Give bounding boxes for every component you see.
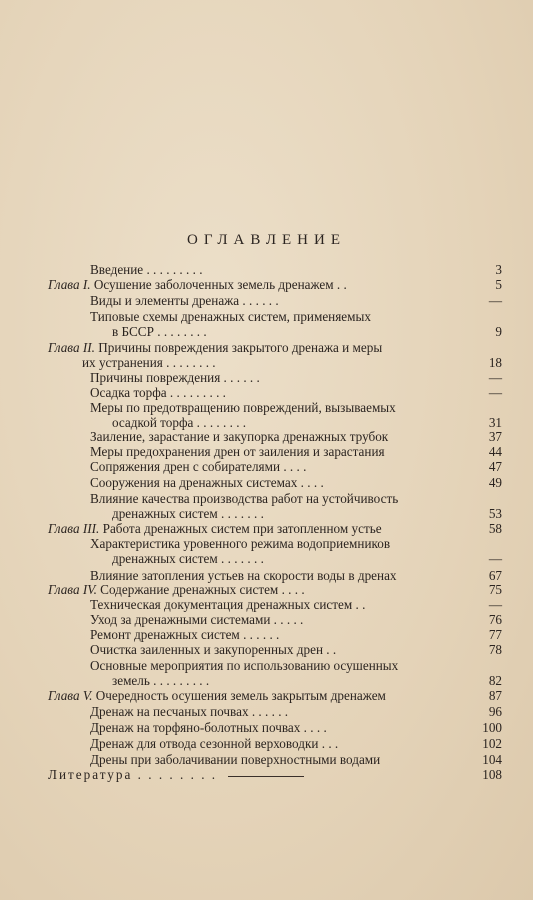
toc-entry-page: 82 (488, 672, 502, 688)
toc-entry-text-cont: осадкой торфа . . . . . . . . (112, 414, 247, 430)
toc-entry-text: Сопряжения дрен с собирателями . . . . (90, 458, 307, 474)
toc-entry-page: 47 (488, 458, 502, 474)
toc-entry-page: 3 (495, 261, 502, 277)
chapter-label: Глава III. (48, 520, 100, 536)
toc-entry-page: — (488, 550, 502, 566)
toc-entry-page: 78 (488, 641, 502, 657)
table-of-contents (40, 262, 502, 782)
toc-entry-text: Причины повреждения . . . . . . (90, 369, 260, 385)
toc-entry-page: 104 (482, 751, 502, 767)
toc-entry (40, 430, 502, 444)
toc-entry-page: 100 (482, 719, 502, 735)
toc-entry-page: 87 (488, 687, 502, 703)
toc-entry-text: Основные мероприятия по использованию осушенных (90, 658, 399, 674)
toc-entry-text: Литература . . . . . . . . (48, 766, 218, 782)
toc-heading: ОГЛАВЛЕНИЕ (187, 232, 346, 248)
toc-entry (40, 459, 502, 474)
toc-entry-page: 77 (488, 626, 502, 642)
toc-entry-text: Осушение заболоченных земель дренажем . . (93, 276, 347, 292)
toc-entry-text: Дрены при заболачивании поверхностными водами (90, 751, 381, 767)
toc-entry-text: Осадка торфа . . . . . . . . . (90, 384, 226, 400)
chapter-label: Глава IV. (48, 581, 97, 597)
toc-entry (40, 566, 502, 583)
toc-entry-page: 67 (488, 567, 502, 583)
toc-entry (40, 642, 502, 657)
toc-entry-text: Дренаж на песчаных почвах . . . . . . (90, 703, 289, 719)
toc-entry-text: Очередность осушения земель закрытым дренажем (95, 687, 386, 703)
toc-entry-page: — (488, 292, 502, 308)
toc-entry-page: — (488, 596, 502, 612)
toc-entry-page: 44 (488, 443, 502, 459)
toc-entry-page: 9 (495, 323, 502, 339)
toc-entry (40, 262, 502, 277)
chapter-label: Глава II. (48, 340, 95, 356)
toc-entry (40, 719, 502, 735)
toc-entry-text: Заиление, зарастание и закупорка дренажных трубок (90, 428, 389, 444)
toc-entry (40, 339, 502, 370)
closing-rule (228, 776, 304, 777)
toc-entry (40, 370, 502, 385)
toc-entry (40, 474, 502, 490)
toc-entry-page: 96 (488, 703, 502, 719)
toc-entry (40, 688, 502, 703)
toc-entry (40, 767, 502, 782)
toc-entry-text: Содержание дренажных систем . . . . (100, 581, 305, 597)
toc-entry-page: — (488, 384, 502, 400)
toc-entry-text: Техническая документация дренажных систем . . (90, 596, 366, 612)
toc-entry (40, 521, 502, 536)
toc-entry-page: 49 (488, 474, 502, 490)
toc-entry-text: Введение . . . . . . . . . (90, 261, 203, 277)
toc-entry-text-cont: их устранения . . . . . . . . (82, 354, 216, 370)
toc-entry (40, 751, 502, 767)
toc-entry-text-cont: дренажных систем . . . . . . . (112, 505, 264, 521)
toc-entry-text: Характеристика уровенного режима водоприемников (90, 536, 391, 552)
toc-entry (40, 400, 502, 430)
toc-entry-page: 37 (488, 428, 502, 444)
toc-entry (40, 536, 502, 566)
toc-entry-page: 53 (488, 505, 502, 521)
toc-entry-text: Меры предохранения дрен от заиления и зарастания (90, 443, 385, 459)
toc-entry-page: 58 (488, 520, 502, 536)
chapter-label: Глава I. (48, 276, 91, 292)
chapter-label: Глава V. (48, 687, 93, 703)
toc-entry (40, 292, 502, 308)
toc-entry-text-cont: земель . . . . . . . . . (112, 672, 210, 688)
toc-entry (40, 627, 502, 642)
toc-entry-page: 31 (488, 414, 502, 430)
toc-entry-text: Ремонт дренажных систем . . . . . . (90, 626, 280, 642)
toc-entry-text-cont: дренажных систем . . . . . . . (112, 550, 264, 566)
toc-entry-text: Сооружения на дренажных системах . . . . (90, 474, 324, 490)
toc-entry-page: 75 (488, 581, 502, 597)
toc-entry (40, 308, 502, 339)
toc-entry-page: — (488, 369, 502, 385)
toc-entry (40, 583, 502, 597)
toc-entry-text: Меры по предотвращению повреждений, вызываемых (90, 400, 396, 416)
toc-entry-text: Работа дренажных систем при затопленном устье (102, 520, 382, 536)
toc-entry (40, 277, 502, 292)
toc-entry-text-cont: в БССР . . . . . . . . (112, 323, 207, 339)
toc-entry (40, 657, 502, 688)
toc-entry-page: 108 (482, 766, 502, 782)
toc-entry (40, 735, 502, 751)
toc-entry (40, 612, 502, 627)
toc-entry-page: 76 (488, 611, 502, 627)
toc-entry (40, 703, 502, 719)
toc-entry-page: 5 (495, 276, 502, 292)
toc-entry-text: Дренаж для отвода сезонной верховодки . . . (90, 735, 339, 751)
toc-entry (40, 385, 502, 400)
toc-entry-page: 102 (482, 735, 502, 751)
toc-entry-text: Влияние затопления устьев на скорости воды в дренах (90, 567, 397, 583)
toc-entry (40, 597, 502, 612)
toc-entry-text: Виды и элементы дренажа . . . . . . (90, 292, 279, 308)
toc-entry-text: Влияние качества производства работ на устойчивость (90, 491, 399, 507)
toc-entry-text: Причины повреждения закрытого дренажа и меры (98, 340, 383, 356)
toc-entry-text: Уход за дренажными системами . . . . . (90, 611, 304, 627)
toc-entry-text: Очистка заиленных и закупоренных дрен . . (90, 641, 337, 657)
toc-entry-text: Дренаж на торфяно-болотных почвах . . . . (90, 719, 327, 735)
toc-entry-text: Типовые схемы дренажных систем, применяемых (90, 309, 371, 325)
toc-entry (40, 444, 502, 459)
toc-entry-page: 18 (488, 354, 502, 370)
toc-entry (40, 490, 502, 521)
